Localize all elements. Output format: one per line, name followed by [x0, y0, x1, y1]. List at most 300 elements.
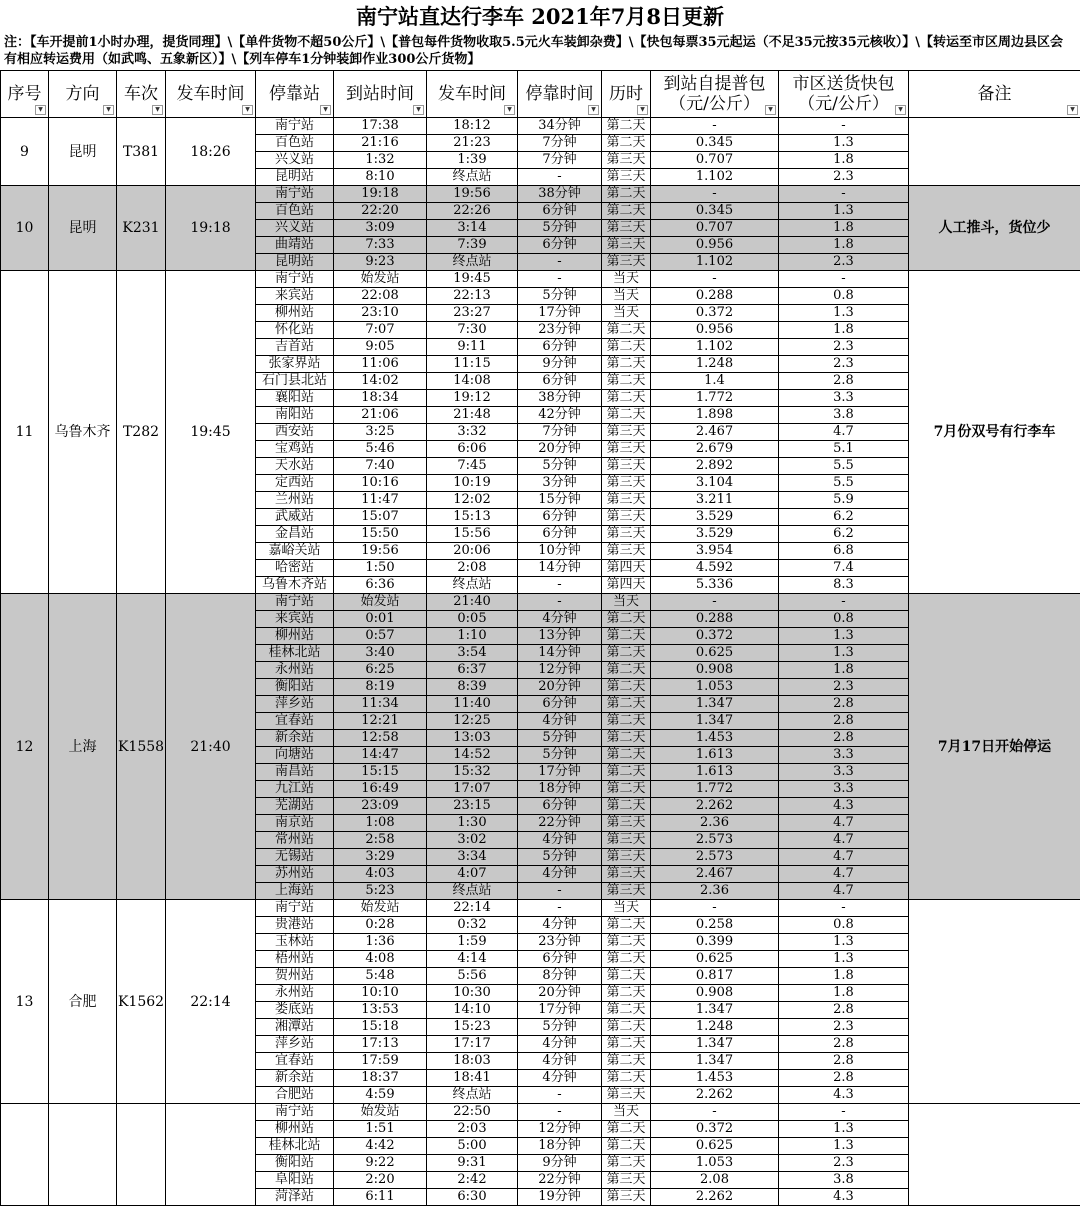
cell-duration: 第三天: [602, 1189, 651, 1206]
cell-leave-time: 2:03: [427, 1121, 518, 1138]
cell-pickup-rate: 0.956: [651, 322, 779, 339]
cell-delivery-rate: 1.3: [779, 934, 909, 951]
cell-duration: 第二天: [602, 339, 651, 356]
cell-dwell-time: 5分钟: [518, 288, 602, 305]
cell-stop-name: 柳州站: [256, 305, 334, 322]
cell-duration: 第二天: [602, 985, 651, 1002]
cell-duration: 第三天: [602, 1087, 651, 1104]
cell-train: T282: [117, 271, 166, 594]
cell-pickup-rate: 0.288: [651, 611, 779, 628]
cell-arrival-time: 始发站: [334, 594, 427, 611]
table-row: [1, 594, 1080, 611]
cell-direction: [49, 1104, 117, 1206]
cell-duration: 第二天: [602, 798, 651, 815]
cell-arrival-time: 22:20: [334, 203, 427, 220]
cell-delivery-rate: 6.2: [779, 526, 909, 543]
cell-leave-time: 15:56: [427, 526, 518, 543]
cell-stop-name: 桂林北站: [256, 645, 334, 662]
cell-leave-time: 2:08: [427, 560, 518, 577]
cell-pickup-rate: 0.956: [651, 237, 779, 254]
cell-stop-name: 菏泽站: [256, 1189, 334, 1206]
cell-leave-time: 11:40: [427, 696, 518, 713]
filter-dropdown-icon[interactable]: ▼: [413, 105, 424, 115]
cell-pickup-rate: 0.372: [651, 1121, 779, 1138]
cell-stop-name: 新余站: [256, 730, 334, 747]
cell-stop-name: 向塘站: [256, 747, 334, 764]
cell-leave-time: 1:39: [427, 152, 518, 169]
cell-dwell-time: -: [518, 577, 602, 594]
table-row: [1, 900, 1080, 917]
cell-dwell-time: -: [518, 1104, 602, 1121]
filter-dropdown-icon[interactable]: ▼: [765, 105, 776, 115]
schedule-body: [1, 118, 1080, 1206]
cell-arrival-time: 2:20: [334, 1172, 427, 1189]
cell-dwell-time: 4分钟: [518, 832, 602, 849]
col-header-duration: 历时 ▼: [602, 71, 651, 118]
cell-arrival-time: 5:23: [334, 883, 427, 900]
cell-dwell-time: 38分钟: [518, 186, 602, 203]
cell-stop-name: 怀化站: [256, 322, 334, 339]
cell-leave-time: 3:32: [427, 424, 518, 441]
cell-leave-time: 22:13: [427, 288, 518, 305]
filter-dropdown-icon[interactable]: ▼: [35, 105, 46, 115]
cell-arrival-time: 12:21: [334, 713, 427, 730]
cell-dwell-time: 18分钟: [518, 1138, 602, 1155]
cell-arrival-time: 8:10: [334, 169, 427, 186]
cell-direction: 合肥: [49, 900, 117, 1104]
filter-dropdown-icon[interactable]: ▼: [637, 105, 648, 115]
filter-dropdown-icon[interactable]: ▼: [320, 105, 331, 115]
page-title: 南宁站直达行李车 2021年7月8日更新: [0, 0, 1080, 34]
cell-dwell-time: 9分钟: [518, 1155, 602, 1172]
cell-pickup-rate: 0.288: [651, 288, 779, 305]
cell-leave-time: 5:00: [427, 1138, 518, 1155]
cell-arrival-time: 7:07: [334, 322, 427, 339]
schedule-table: [0, 70, 1080, 1206]
cell-duration: 第三天: [602, 458, 651, 475]
cell-pickup-rate: 1.772: [651, 390, 779, 407]
cell-leave-time: 12:02: [427, 492, 518, 509]
cell-duration: 第二天: [602, 1121, 651, 1138]
cell-delivery-rate: 1.8: [779, 968, 909, 985]
cell-dwell-time: 6分钟: [518, 509, 602, 526]
cell-pickup-rate: 1.347: [651, 696, 779, 713]
cell-pickup-rate: 0.372: [651, 305, 779, 322]
cell-leave-time: 22:14: [427, 900, 518, 917]
cell-stop-name: 湘潭站: [256, 1019, 334, 1036]
cell-direction: 昆明: [49, 186, 117, 271]
cell-delivery-rate: 5.9: [779, 492, 909, 509]
cell-stop-name: 襄阳站: [256, 390, 334, 407]
cell-pickup-rate: 5.336: [651, 577, 779, 594]
cell-duration: 当天: [602, 1104, 651, 1121]
cell-dwell-time: 3分钟: [518, 475, 602, 492]
cell-stop-name: 南宁站: [256, 186, 334, 203]
cell-arrival-time: 4:59: [334, 1087, 427, 1104]
cell-dwell-time: 12分钟: [518, 1121, 602, 1138]
cell-leave-time: 3:14: [427, 220, 518, 237]
cell-arrival-time: 0:28: [334, 917, 427, 934]
cell-pickup-rate: 0.908: [651, 985, 779, 1002]
cell-pickup-rate: 1.4: [651, 373, 779, 390]
cell-stop-name: 萍乡站: [256, 1036, 334, 1053]
cell-leave-time: 7:39: [427, 237, 518, 254]
cell-dwell-time: 17分钟: [518, 1002, 602, 1019]
cell-stop-name: 永州站: [256, 985, 334, 1002]
cell-arrival-time: 0:57: [334, 628, 427, 645]
cell-duration: 第二天: [602, 1070, 651, 1087]
cell-pickup-rate: 1.053: [651, 1155, 779, 1172]
cell-duration: 第三天: [602, 526, 651, 543]
cell-delivery-rate: -: [779, 186, 909, 203]
cell-arrival-time: 17:59: [334, 1053, 427, 1070]
cell-delivery-rate: 5.5: [779, 475, 909, 492]
cell-duration: 当天: [602, 900, 651, 917]
cell-delivery-rate: 2.3: [779, 679, 909, 696]
col-header-dwell: 停靠时间 ▼: [518, 71, 602, 118]
filter-dropdown-icon[interactable]: ▼: [242, 105, 253, 115]
cell-dwell-time: 6分钟: [518, 373, 602, 390]
cell-duration: 第三天: [602, 509, 651, 526]
cell-duration: 当天: [602, 271, 651, 288]
cell-arrival-time: 3:25: [334, 424, 427, 441]
cell-no: 10: [1, 186, 49, 271]
filter-dropdown-icon[interactable]: ▼: [504, 105, 515, 115]
cell-arrival-time: 11:06: [334, 356, 427, 373]
cell-arrival-time: 15:50: [334, 526, 427, 543]
cell-delivery-rate: 1.8: [779, 662, 909, 679]
cell-duration: 第二天: [602, 679, 651, 696]
cell-leave-time: 0:32: [427, 917, 518, 934]
cell-departure: 22:14: [166, 900, 256, 1104]
filter-dropdown-icon[interactable]: ▼: [588, 105, 599, 115]
cell-stop-name: 无锡站: [256, 849, 334, 866]
cell-pickup-rate: 3.954: [651, 543, 779, 560]
cell-leave-time: 14:52: [427, 747, 518, 764]
cell-pickup-rate: 0.817: [651, 968, 779, 985]
cell-delivery-rate: 3.3: [779, 764, 909, 781]
cell-dwell-time: 38分钟: [518, 390, 602, 407]
cell-leave-time: 18:41: [427, 1070, 518, 1087]
col-header-stop: 停靠站 ▼: [256, 71, 334, 118]
cell-pickup-rate: 1.248: [651, 1019, 779, 1036]
cell-arrival-time: 16:49: [334, 781, 427, 798]
cell-duration: 当天: [602, 305, 651, 322]
cell-arrival-time: 18:34: [334, 390, 427, 407]
table-row: [1, 1104, 1080, 1121]
cell-arrival-time: 23:09: [334, 798, 427, 815]
cell-pickup-rate: 0.399: [651, 934, 779, 951]
cell-arrival-time: 9:23: [334, 254, 427, 271]
cell-delivery-rate: 6.8: [779, 543, 909, 560]
cell-dwell-time: 15分钟: [518, 492, 602, 509]
cell-dwell-time: 20分钟: [518, 985, 602, 1002]
cell-dwell-time: 5分钟: [518, 747, 602, 764]
cell-leave-time: 21:40: [427, 594, 518, 611]
cell-stop-name: 南昌站: [256, 764, 334, 781]
cell-delivery-rate: 1.3: [779, 645, 909, 662]
cell-stop-name: 贵港站: [256, 917, 334, 934]
cell-duration: 第二天: [602, 730, 651, 747]
cell-stop-name: 金昌站: [256, 526, 334, 543]
cell-stop-name: 常州站: [256, 832, 334, 849]
cell-arrival-time: 23:10: [334, 305, 427, 322]
cell-delivery-rate: 4.7: [779, 815, 909, 832]
cell-dwell-time: 4分钟: [518, 1036, 602, 1053]
cell-pickup-rate: 2.467: [651, 866, 779, 883]
cell-pickup-rate: 1.347: [651, 1002, 779, 1019]
cell-stop-name: 武威站: [256, 509, 334, 526]
cell-direction: 上海: [49, 594, 117, 900]
cell-dwell-time: 14分钟: [518, 645, 602, 662]
cell-leave-time: 6:30: [427, 1189, 518, 1206]
cell-delivery-rate: 1.8: [779, 237, 909, 254]
cell-leave-time: 7:30: [427, 322, 518, 339]
cell-leave-time: 10:30: [427, 985, 518, 1002]
table-row: [1, 118, 1080, 135]
cell-arrival-time: 15:15: [334, 764, 427, 781]
cell-delivery-rate: 3.3: [779, 747, 909, 764]
cell-leave-time: 0:05: [427, 611, 518, 628]
cell-pickup-rate: 2.573: [651, 832, 779, 849]
cell-pickup-rate: 2.08: [651, 1172, 779, 1189]
cell-pickup-rate: 3.104: [651, 475, 779, 492]
cell-leave-time: 21:48: [427, 407, 518, 424]
cell-duration: 第三天: [602, 849, 651, 866]
cell-leave-time: 终点站: [427, 577, 518, 594]
cell-leave-time: 终点站: [427, 1087, 518, 1104]
cell-stop-name: 九江站: [256, 781, 334, 798]
cell-remark: [909, 1104, 1080, 1206]
cell-stop-name: 玉林站: [256, 934, 334, 951]
cell-delivery-rate: 8.3: [779, 577, 909, 594]
cell-stop-name: 柳州站: [256, 628, 334, 645]
cell-duration: 第二天: [602, 781, 651, 798]
cell-leave-time: 3:02: [427, 832, 518, 849]
cell-delivery-rate: 2.8: [779, 1036, 909, 1053]
cell-no: [1, 1104, 49, 1206]
cell-dwell-time: 4分钟: [518, 713, 602, 730]
filter-dropdown-icon[interactable]: ▼: [1067, 105, 1078, 115]
cell-pickup-rate: 2.262: [651, 1087, 779, 1104]
cell-leave-time: 19:56: [427, 186, 518, 203]
cell-pickup-rate: 0.625: [651, 951, 779, 968]
cell-leave-time: 13:03: [427, 730, 518, 747]
cell-stop-name: 南宁站: [256, 900, 334, 917]
cell-leave-time: 21:23: [427, 135, 518, 152]
filter-dropdown-icon[interactable]: ▼: [103, 105, 114, 115]
cell-arrival-time: 6:25: [334, 662, 427, 679]
cell-delivery-rate: 3.8: [779, 407, 909, 424]
cell-arrival-time: 12:58: [334, 730, 427, 747]
cell-duration: 第二天: [602, 1138, 651, 1155]
cell-dwell-time: 17分钟: [518, 764, 602, 781]
cell-stop-name: 西安站: [256, 424, 334, 441]
cell-pickup-rate: 1.347: [651, 713, 779, 730]
cell-stop-name: 南宁站: [256, 271, 334, 288]
cell-leave-time: 15:23: [427, 1019, 518, 1036]
cell-dwell-time: -: [518, 254, 602, 271]
cell-stop-name: 张家界站: [256, 356, 334, 373]
cell-arrival-time: 4:08: [334, 951, 427, 968]
cell-pickup-rate: 0.625: [651, 1138, 779, 1155]
cell-dwell-time: 6分钟: [518, 339, 602, 356]
cell-departure: 21:40: [166, 594, 256, 900]
cell-pickup-rate: -: [651, 271, 779, 288]
cell-leave-time: 3:34: [427, 849, 518, 866]
cell-delivery-rate: 6.2: [779, 509, 909, 526]
filter-dropdown-icon[interactable]: ▼: [895, 105, 906, 115]
cell-leave-time: 终点站: [427, 883, 518, 900]
cell-pickup-rate: 1.453: [651, 730, 779, 747]
cell-dwell-time: 5分钟: [518, 849, 602, 866]
cell-delivery-rate: 1.3: [779, 1138, 909, 1155]
cell-duration: 第三天: [602, 475, 651, 492]
cell-delivery-rate: 3.3: [779, 781, 909, 798]
cell-leave-time: 1:30: [427, 815, 518, 832]
cell-arrival-time: 9:22: [334, 1155, 427, 1172]
cell-leave-time: 23:27: [427, 305, 518, 322]
cell-delivery-rate: 1.8: [779, 152, 909, 169]
col-header-delivery-rate: 市区送货快包（元/公斤） ▼: [779, 71, 909, 118]
cell-dwell-time: -: [518, 169, 602, 186]
cell-duration: 第三天: [602, 543, 651, 560]
cell-arrival-time: 2:58: [334, 832, 427, 849]
col-header-leave-time: 发车时间 ▼: [427, 71, 518, 118]
cell-delivery-rate: -: [779, 594, 909, 611]
cell-pickup-rate: 0.372: [651, 628, 779, 645]
cell-duration: 第二天: [602, 118, 651, 135]
cell-dwell-time: 13分钟: [518, 628, 602, 645]
cell-leave-time: 20:06: [427, 543, 518, 560]
cell-delivery-rate: 2.3: [779, 254, 909, 271]
cell-dwell-time: 5分钟: [518, 1019, 602, 1036]
cell-pickup-rate: 2.262: [651, 1189, 779, 1206]
cell-dwell-time: 22分钟: [518, 1172, 602, 1189]
cell-delivery-rate: -: [779, 1104, 909, 1121]
cell-leave-time: 15:13: [427, 509, 518, 526]
cell-delivery-rate: 1.8: [779, 322, 909, 339]
cell-delivery-rate: 3.3: [779, 390, 909, 407]
cell-dwell-time: 6分钟: [518, 237, 602, 254]
cell-pickup-rate: 1.102: [651, 339, 779, 356]
cell-leave-time: 2:42: [427, 1172, 518, 1189]
cell-leave-time: 18:03: [427, 1053, 518, 1070]
cell-duration: 第二天: [602, 951, 651, 968]
cell-pickup-rate: 1.772: [651, 781, 779, 798]
cell-stop-name: 南宁站: [256, 594, 334, 611]
filter-dropdown-icon[interactable]: ▼: [152, 105, 163, 115]
cell-pickup-rate: 3.529: [651, 526, 779, 543]
cell-stop-name: 兰州站: [256, 492, 334, 509]
cell-dwell-time: 42分钟: [518, 407, 602, 424]
cell-duration: 第四天: [602, 577, 651, 594]
cell-leave-time: 10:19: [427, 475, 518, 492]
table-row: [1, 271, 1080, 288]
cell-no: 13: [1, 900, 49, 1104]
cell-delivery-rate: 0.8: [779, 288, 909, 305]
cell-duration: 第二天: [602, 390, 651, 407]
cell-leave-time: 15:32: [427, 764, 518, 781]
cell-duration: 第三天: [602, 492, 651, 509]
cell-delivery-rate: 1.3: [779, 951, 909, 968]
cell-leave-time: 14:08: [427, 373, 518, 390]
cell-dwell-time: 5分钟: [518, 730, 602, 747]
cell-dwell-time: -: [518, 594, 602, 611]
cell-delivery-rate: -: [779, 271, 909, 288]
cell-dwell-time: 4分钟: [518, 917, 602, 934]
table-row: [1, 186, 1080, 203]
cell-dwell-time: 7分钟: [518, 152, 602, 169]
cell-dwell-time: 19分钟: [518, 1189, 602, 1206]
cell-arrival-time: 1:08: [334, 815, 427, 832]
cell-dwell-time: 5分钟: [518, 220, 602, 237]
cell-leave-time: 1:59: [427, 934, 518, 951]
cell-dwell-time: 34分钟: [518, 118, 602, 135]
cell-stop-name: 南京站: [256, 815, 334, 832]
cell-duration: 第四天: [602, 560, 651, 577]
cell-dwell-time: -: [518, 900, 602, 917]
cell-pickup-rate: 2.36: [651, 883, 779, 900]
cell-delivery-rate: 2.3: [779, 339, 909, 356]
cell-pickup-rate: -: [651, 900, 779, 917]
cell-delivery-rate: 2.8: [779, 373, 909, 390]
cell-departure: [166, 1104, 256, 1206]
cell-delivery-rate: -: [779, 900, 909, 917]
cell-dwell-time: 7分钟: [518, 424, 602, 441]
cell-arrival-time: 0:01: [334, 611, 427, 628]
header-row: [1, 71, 1080, 118]
cell-dwell-time: 23分钟: [518, 322, 602, 339]
cell-pickup-rate: -: [651, 118, 779, 135]
cell-stop-name: 南宁站: [256, 1104, 334, 1121]
cell-leave-time: 1:10: [427, 628, 518, 645]
cell-leave-time: 5:56: [427, 968, 518, 985]
cell-remark: 人工推斗，货位少: [909, 186, 1080, 271]
cell-train: T381: [117, 118, 166, 186]
cell-dwell-time: 9分钟: [518, 356, 602, 373]
cell-pickup-rate: 0.258: [651, 917, 779, 934]
cell-stop-name: 宜春站: [256, 713, 334, 730]
cell-pickup-rate: 0.707: [651, 220, 779, 237]
cell-duration: 第二天: [602, 628, 651, 645]
cell-stop-name: 南阳站: [256, 407, 334, 424]
cell-stop-name: 娄底站: [256, 1002, 334, 1019]
cell-dwell-time: 4分钟: [518, 611, 602, 628]
cell-stop-name: 昆明站: [256, 254, 334, 271]
cell-delivery-rate: 4.3: [779, 798, 909, 815]
cell-duration: 第二天: [602, 1053, 651, 1070]
cell-stop-name: 苏州站: [256, 866, 334, 883]
cell-delivery-rate: -: [779, 118, 909, 135]
cell-leave-time: 23:15: [427, 798, 518, 815]
cell-leave-time: 8:39: [427, 679, 518, 696]
cell-dwell-time: 12分钟: [518, 662, 602, 679]
cell-leave-time: 19:45: [427, 271, 518, 288]
cell-arrival-time: 21:16: [334, 135, 427, 152]
cell-dwell-time: 18分钟: [518, 781, 602, 798]
cell-arrival-time: 13:53: [334, 1002, 427, 1019]
cell-direction: 昆明: [49, 118, 117, 186]
cell-arrival-time: 3:40: [334, 645, 427, 662]
cell-delivery-rate: 2.8: [779, 730, 909, 747]
cell-no: 12: [1, 594, 49, 900]
cell-stop-name: 吉首站: [256, 339, 334, 356]
cell-arrival-time: 始发站: [334, 1104, 427, 1121]
cell-arrival-time: 21:06: [334, 407, 427, 424]
cell-arrival-time: 10:16: [334, 475, 427, 492]
cell-pickup-rate: 1.248: [651, 356, 779, 373]
